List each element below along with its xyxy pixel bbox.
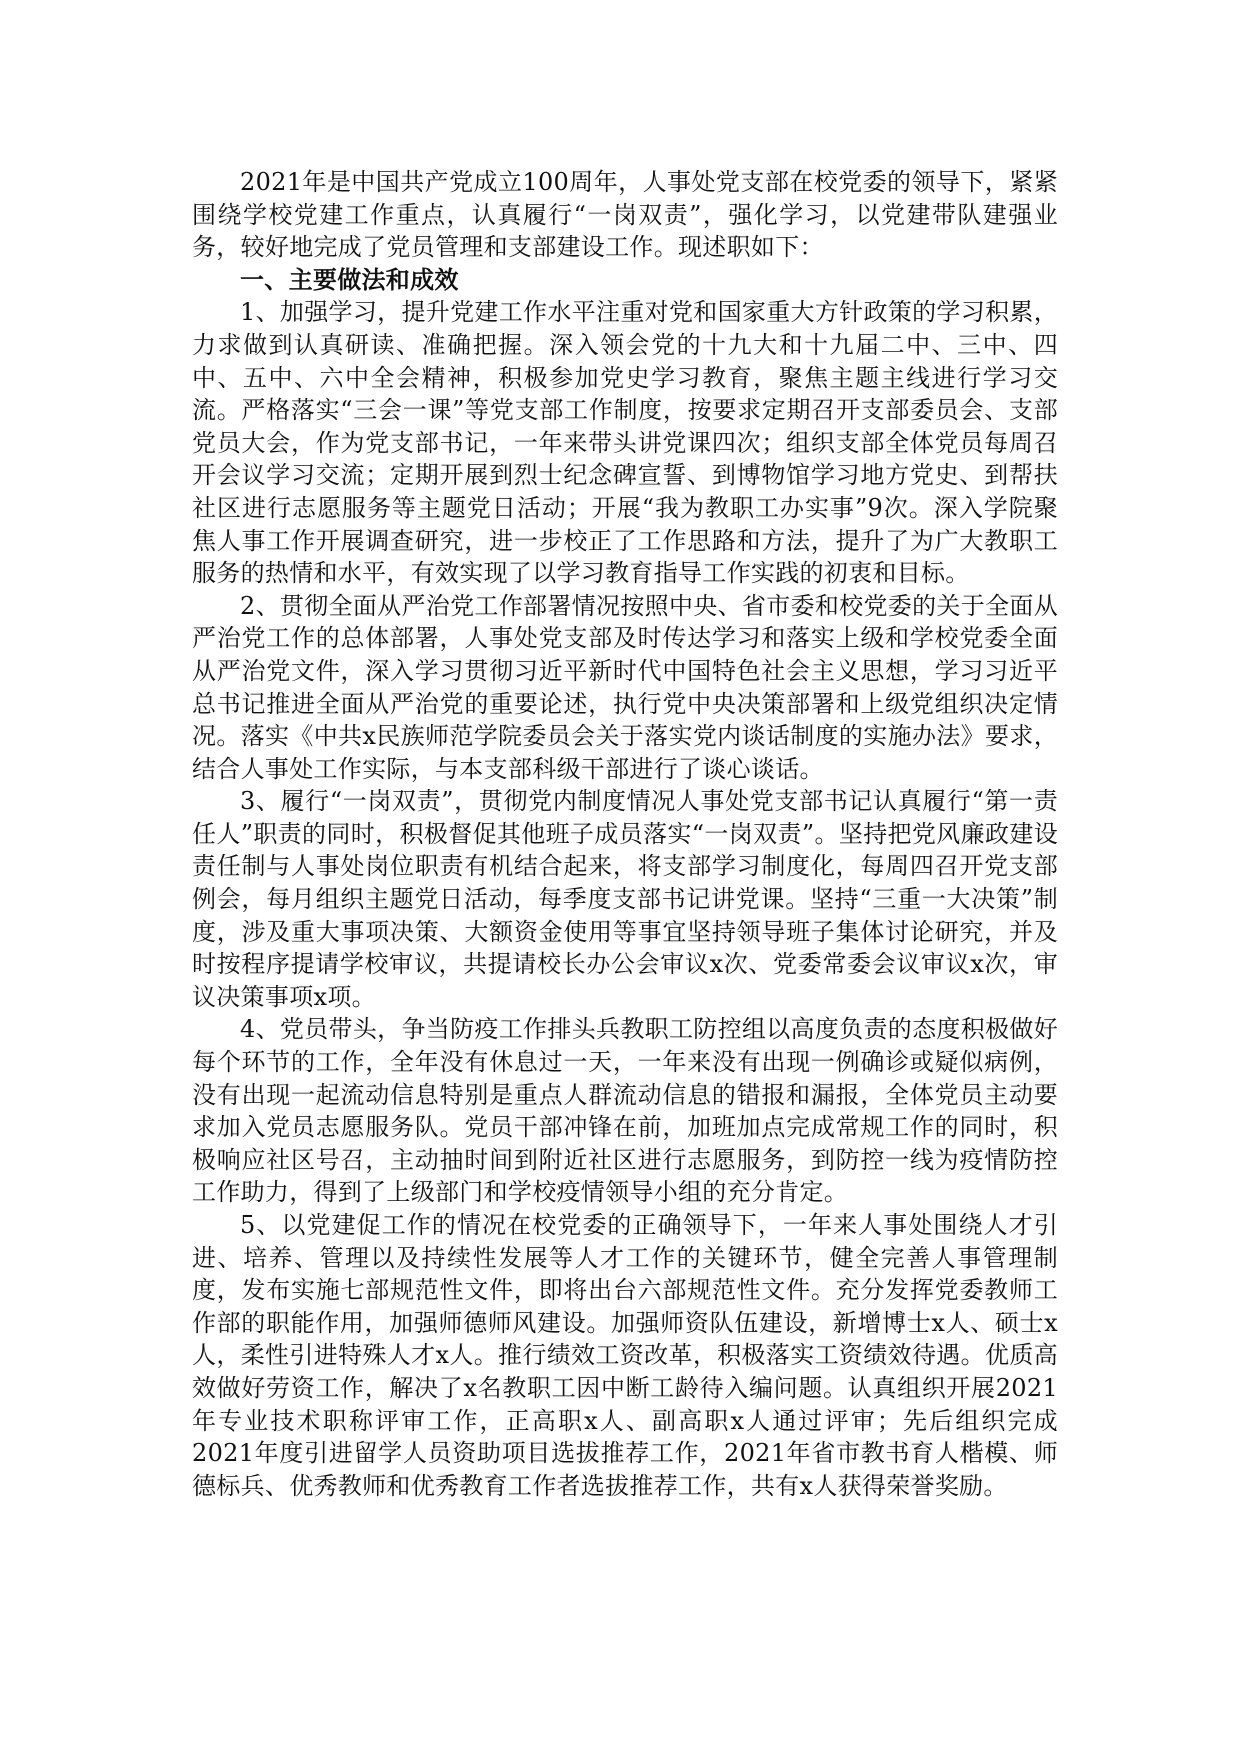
intro-paragraph: 2021年是中国共产党成立100周年，人事处党支部在校党委的领导下，紧紧围绕学校党建工作重点，认真履行“一岗双责”，强化学习，以党建带队建强业务，较好地完成了党员管理和支部建设工作。现述职如下： [192,168,1058,262]
paragraph-1: 1、加强学习，提升党建工作水平注重对党和国家重大方针政策的学习积累，力求做到认真研读、准确把握。深入领会党的十九大和十九届二中、三中、四中、五中、六中全会精神，积极参加党史学习教育，聚焦主题主线进行学习交流。严格落实“三会一课”等党支部工作制度，按要求定期召开支部委员会、支部党员大会，作为党支部书记，一年来带头讲党课四次；组织支部全体党员每周召开会议学习交流；定期开展到烈士纪念碑宣誓、到博物馆学习地方党史、到帮扶社区进行志愿服务等主题党日活动；开展“我为教职工办实事”9次。深入学院聚焦人事工作开展调查研究，进一步校正了工作思路和方法，提升了为广大教职工服务的热情和水平，有效实现了以学习教育指导工作实践的初衷和目标。 [192,298,1058,588]
document-body [192,166,1058,1502]
section-heading: 一、主要做法和成效 [240,264,459,294]
paragraph-4: 4、党员带头，争当防疫工作排头兵教职工防控组以高度负责的态度积极做好每个环节的工作，全年没有休息过一天，一年来没有出现一例确诊或疑似病例，没有出现一起流动信息特别是重点人群流动信息的错报和漏报，全体党员主动要求加入党员志愿服务队。党员干部冲锋在前，加班加点完成常规工作的同时，积极响应社区号召，主动抽时间到附近社区进行志愿服务，到防控一线为疫情防控工作助力，得到了上级部门和学校疫情领导小组的充分肯定。 [192,1015,1058,1207]
paragraph-3: 3、履行“一岗双责”，贯彻党内制度情况人事处党支部书记认真履行“第一责任人”职责的同时，积极督促其他班子成员落实“一岗双责”。坚持把党风廉政建设责任制与人事处岗位职责有机结合起来，将支部学习制度化，每周四召开党支部例会，每月组织主题党日活动，每季度支部书记讲党课。坚持“三重一大决策”制度，涉及重大事项决策、大额资金使用等事宜坚持领导班子集体讨论研究，并及时按程序提请学校审议，共提请校长办公会审议x次、党委常委会议审议x次，审议决策事项x项。 [192,787,1058,1011]
paragraph-2: 2、贯彻全面从严治党工作部署情况按照中央、省市委和校党委的关于全面从严治党工作的总体部署，人事处党支部及时传达学习和落实上级和学校党委全面从严治党文件，深入学习贯彻习近平新时代中国特色社会主义思想，学习习近平总书记推进全面从严治党的重要论述，执行党中央决策部署和上级党组织决定情况。落实《中共x民族师范学院委员会关于落实党内谈话制度的实施办法》要求，结合人事处工作实际，与本支部科级干部进行了谈心谈话。 [192,591,1058,783]
paragraph-5: 5、以党建促工作的情况在校党委的正确领导下，一年来人事处围绕人才引进、培养、管理以及持续性发展等人才工作的关键环节，健全完善人事管理制度，发布实施七部规范性文件，即将出台六部规范性文件。充分发挥党委教师工作部的职能作用，加强师德师风建设。加强师资队伍建设，新增博士x人、硕士x人，柔性引进特殊人才x人。推行绩效工资改革，积极落实工资绩效待遇。优质高效做好劳资工作，解决了x名教职工因中断工龄待入编问题。认真组织开展2021年专业技术职称评审工作，正高职x人、副高职x人通过评审；先后组织完成2021年度引进留学人员资助项目选拔推荐工作，2021年省市教书育人楷模、师德标兵、优秀教师和优秀教育工作者选拔推荐工作，共有x人获得荣誉奖励。 [192,1211,1058,1500]
